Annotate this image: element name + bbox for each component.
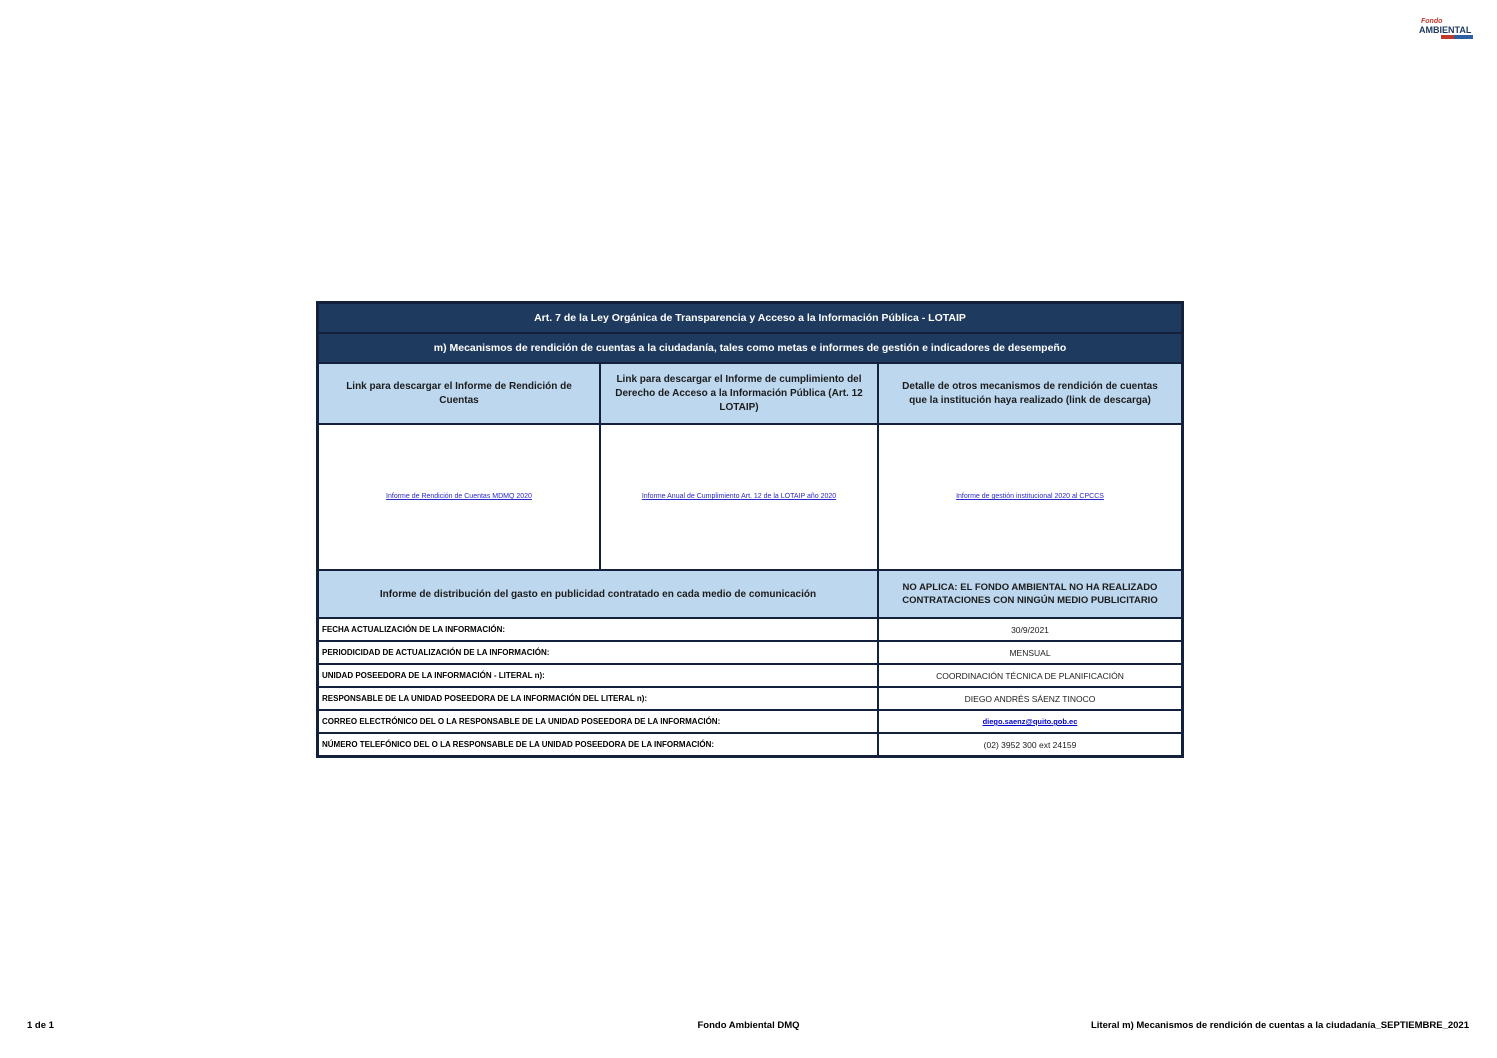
meta-label-periodicidad: PERIODICIDAD DE ACTUALIZACIÓN DE LA INFORMACIÓN: xyxy=(318,641,878,664)
footer-document-title: Literal m) Mecanismos de rendición de cuentas a la ciudadanía_SEPTIEMBRE_2021 xyxy=(1090,1020,1469,1031)
column-header-otros-mecanismos: Detalle de otros mecanismos de rendición de cuentas que la institución haya realizado (link de descarga) xyxy=(878,363,1182,424)
table-row xyxy=(318,710,1182,733)
page-number: 1 de 1 xyxy=(27,1020,54,1031)
footer-entity-name: Fondo Ambiental DMQ xyxy=(697,1020,800,1031)
link-informe-rendicion-cuentas[interactable]: Informe de Rendición de Cuentas MDMQ 2020 xyxy=(386,493,532,500)
table-subtitle: m) Mecanismos de rendición de cuentas a la ciudadanía, tales como metas e informes de gestión e indicadores de desempeño xyxy=(318,333,1182,363)
meta-label-correo: CORREO ELECTRÓNICO DEL O LA RESPONSABLE DE LA UNIDAD POSEEDORA DE LA INFORMACIÓN: xyxy=(318,710,878,733)
page-footer xyxy=(0,1020,1497,1036)
meta-label-fecha: FECHA ACTUALIZACIÓN DE LA INFORMACIÓN: xyxy=(318,618,878,641)
meta-value-telefono: (02) 3952 300 ext 24159 xyxy=(878,733,1182,756)
meta-value-unidad: COORDINACIÓN TÉCNICA DE PLANIFICACIÓN xyxy=(878,664,1182,687)
link-cell-rendicion xyxy=(318,424,600,570)
publicity-label: Informe de distribución del gasto en publicidad contratado en cada medio de comunicación xyxy=(318,570,878,618)
link-informe-anual-cumplimiento[interactable]: Informe Anual de Cumplimiento Art. 12 de la LOTAIP año 2020 xyxy=(641,493,837,500)
link-cell-cumplimiento xyxy=(600,424,878,570)
table-row xyxy=(318,618,1182,641)
meta-value-responsable: DIEGO ANDRÉS SÁENZ TINOCO xyxy=(878,687,1182,710)
column-header-row xyxy=(318,363,1182,424)
responsible-email-link[interactable]: diego.saenz@quito.gob.ec xyxy=(982,717,1078,726)
logo-fondo-text: Fondo xyxy=(1421,18,1443,25)
title-row xyxy=(318,303,1182,333)
table-title: Art. 7 de la Ley Orgánica de Transparencia y Acceso a la Información Pública - LOTAIP xyxy=(318,303,1182,333)
lotaip-table xyxy=(316,301,1184,758)
table-row xyxy=(318,733,1182,756)
publicity-value: NO APLICA: EL FONDO AMBIENTAL NO HA REALIZADO CONTRATACIONES CON NINGÚN MEDIO PUBLICITARIO xyxy=(878,570,1182,618)
logo-ambiental-text: AMBIENTAL xyxy=(1419,25,1472,35)
link-cell-gestion xyxy=(878,424,1182,570)
subtitle-row xyxy=(318,333,1182,363)
table-row xyxy=(318,664,1182,687)
meta-label-responsable: RESPONSABLE DE LA UNIDAD POSEEDORA DE LA INFORMACIÓN DEL LITERAL n): xyxy=(318,687,878,710)
logo-color-bar xyxy=(1441,35,1473,39)
link-informe-gestion-institucional[interactable]: Informe de gestión institucional 2020 al CPCCS xyxy=(956,493,1104,500)
table-row xyxy=(318,687,1182,710)
meta-value-periodicidad: MENSUAL xyxy=(878,641,1182,664)
download-links-row xyxy=(318,424,1182,570)
meta-label-telefono: NÚMERO TELEFÓNICO DEL O LA RESPONSABLE DE LA UNIDAD POSEEDORA DE LA INFORMACIÓN: xyxy=(318,733,878,756)
fondo-ambiental-logo xyxy=(1419,18,1475,39)
table-row xyxy=(318,641,1182,664)
meta-value-fecha: 30/9/2021 xyxy=(878,618,1182,641)
publicity-row xyxy=(318,570,1182,618)
column-header-cumplimiento: Link para descargar el Informe de cumplimiento del Derecho de Acceso a la Información Pública (Art. 12 LOTAIP) xyxy=(600,363,878,424)
column-header-rendicion: Link para descargar el Informe de Rendición de Cuentas xyxy=(318,363,600,424)
meta-value-correo xyxy=(878,710,1182,733)
meta-label-unidad: UNIDAD POSEEDORA DE LA INFORMACIÓN - LITERAL n): xyxy=(318,664,878,687)
